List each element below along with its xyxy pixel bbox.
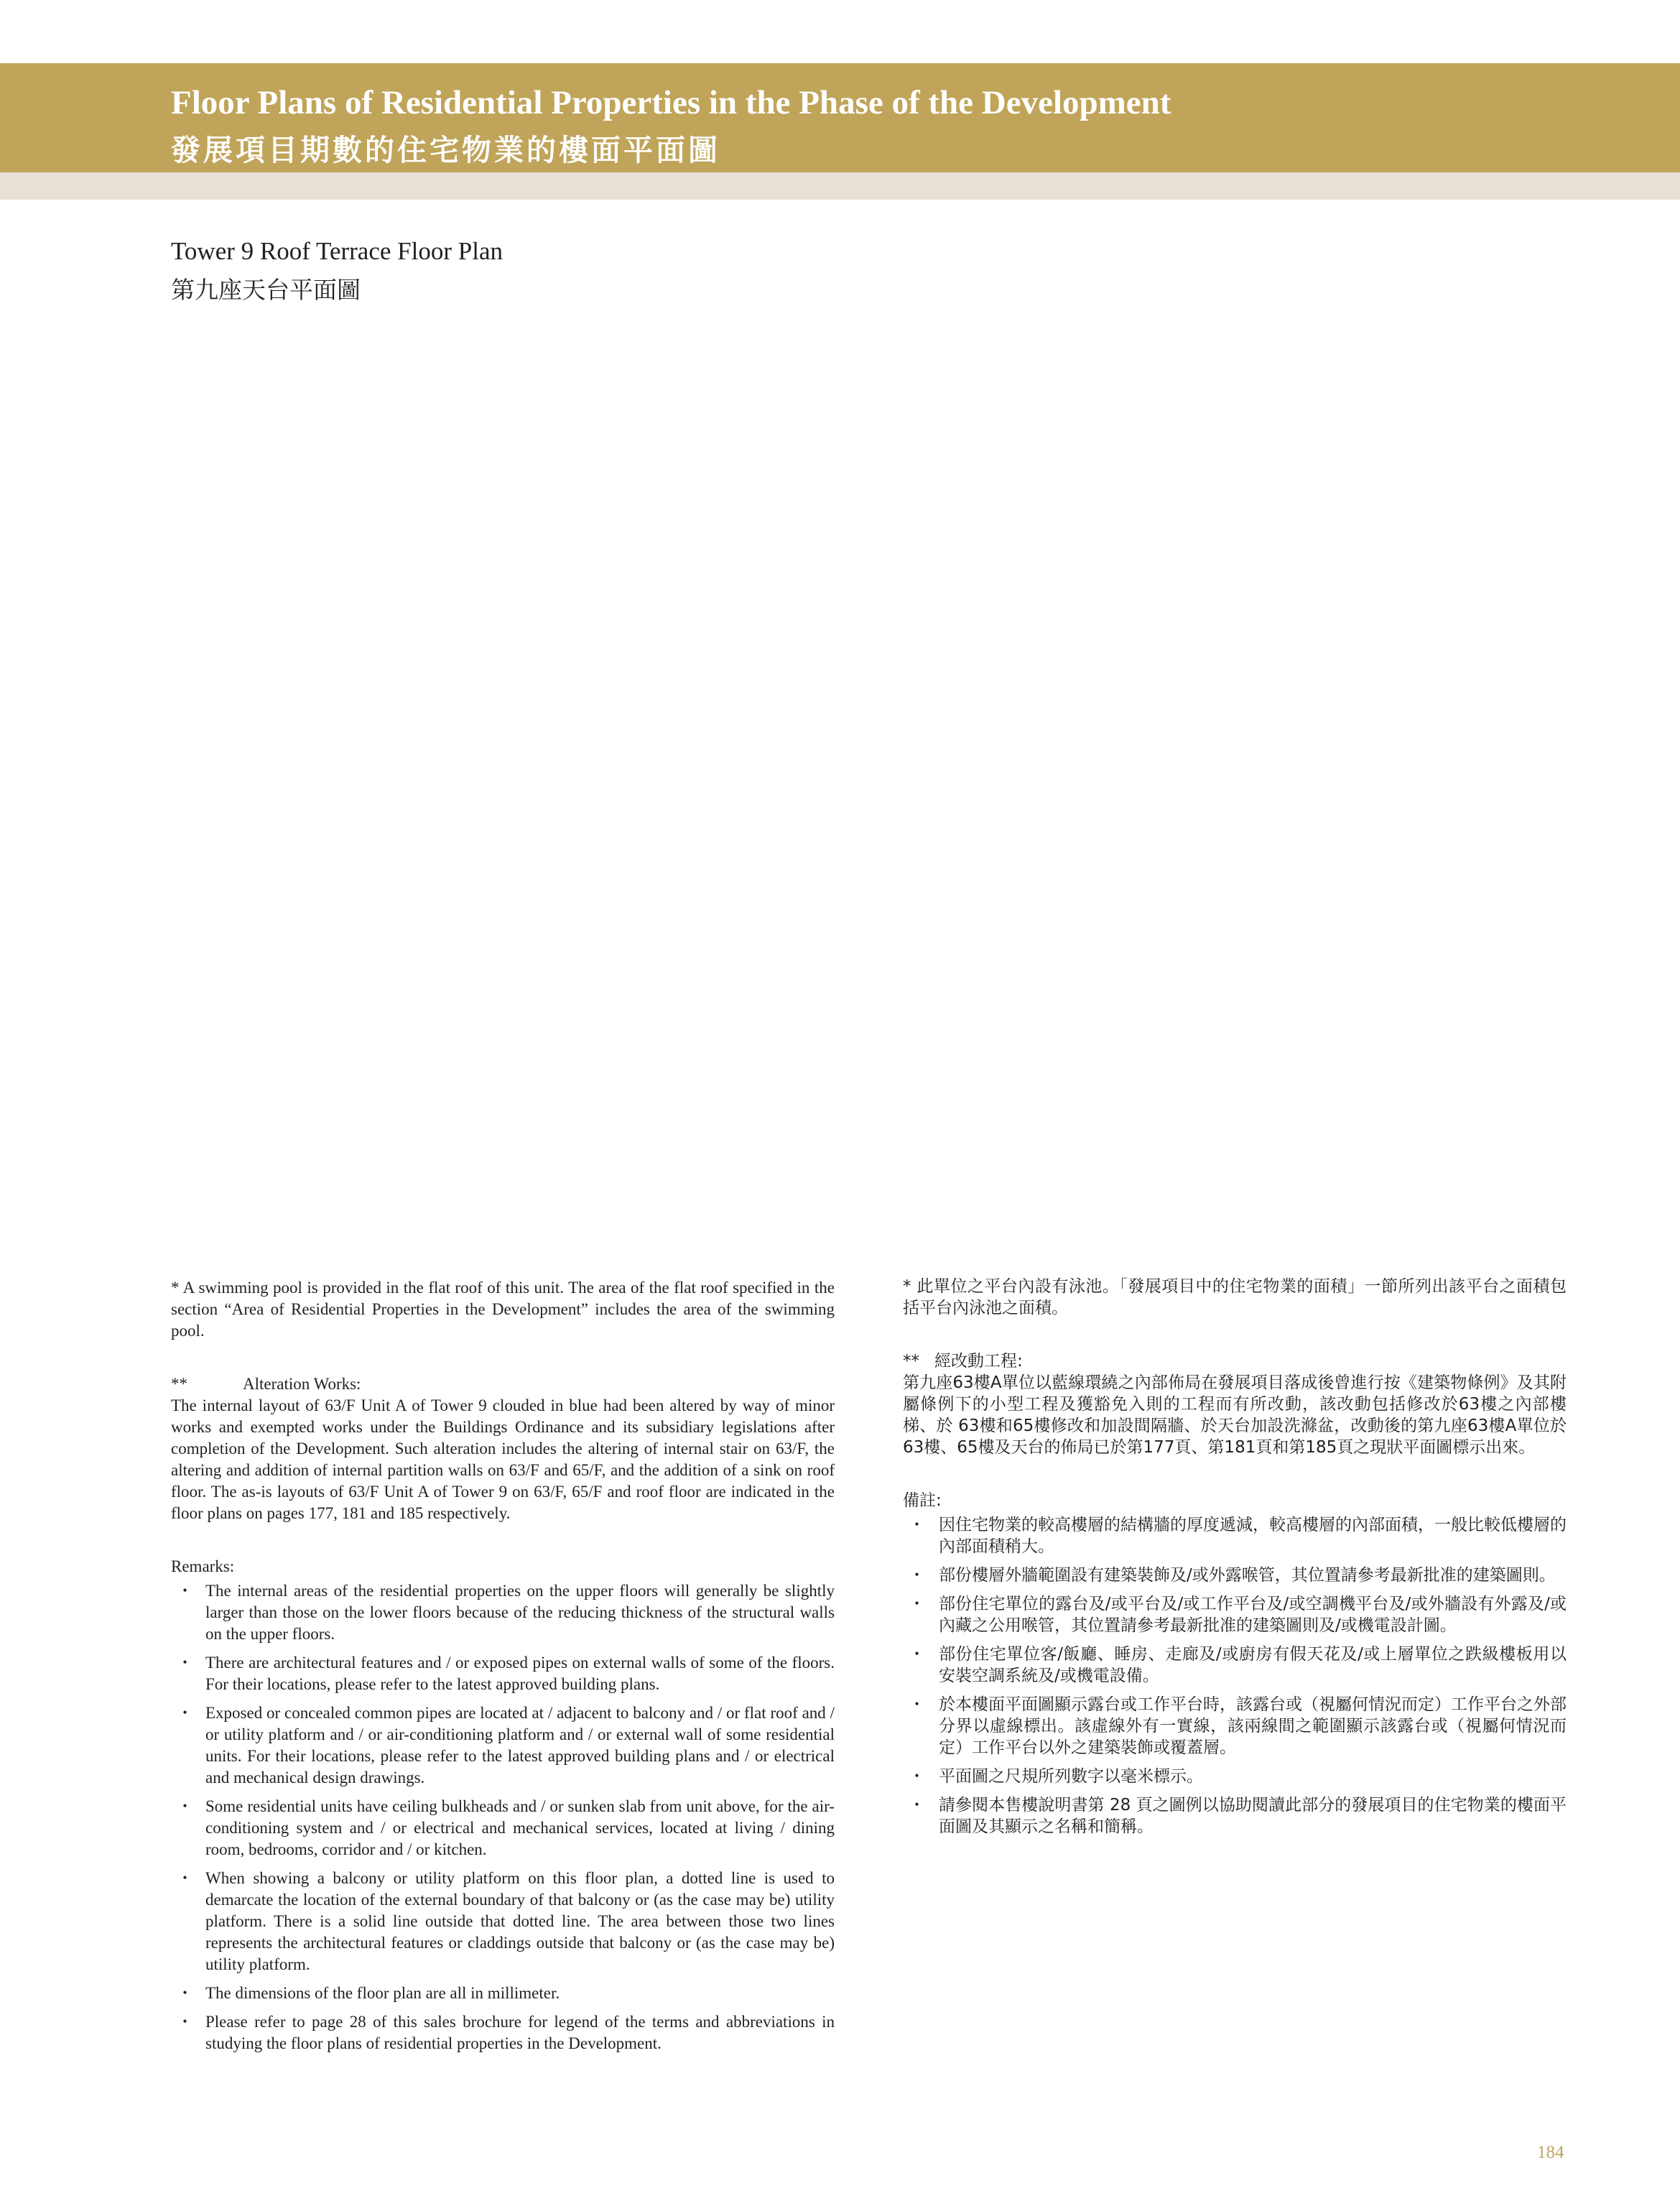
bullet: ・ [177, 1797, 193, 1815]
notes-english [171, 1277, 835, 2062]
remark-text: The dimensions of the floor plan are all in millimeter. [205, 1984, 560, 2002]
bullet: ・ [177, 1984, 193, 2002]
bullet: ・ [909, 1566, 925, 1585]
alteration-marker-zh: ** [903, 1352, 919, 1371]
page-title-en: Floor Plans of Residential Properties in the Phase of the Development [171, 84, 1171, 121]
page-title-zh: 發展項目期數的住宅物業的樓面平面圖 [171, 133, 720, 167]
floor-plan-area [171, 316, 1572, 1250]
header-strip [0, 172, 1680, 200]
remark-text: There are architectural features and / or exposed pipes on external walls of some of the floors. For their locations, please refer to the latest approved building plans. [205, 1654, 835, 1693]
remarks-list-zh [903, 1514, 1567, 1837]
pool-note-zh: * 此單位之平台內設有泳池。「發展項目中的住宅物業的面積」一節所列出該平台之面積包括平台內泳池之面積。 [903, 1277, 1567, 1317]
alteration-title-zh: 經改動工程: [934, 1352, 1023, 1371]
plan-title-en: Tower 9 Roof Terrace Floor Plan [171, 237, 503, 265]
list-item [171, 1702, 835, 1789]
alteration-body: The internal layout of 63/F Unit A of Tower 9 clouded in blue had been altered by way of minor works and exempted works under the Buildings Ordinance and its subsidiary legislations after completion of the Development. Such alteration includes the altering of internal stair on 63/F, the altering and addition of internal partition walls on 63/F and 65/F, and the addition of a sink on roof floor. The as-is layouts of 63/F Unit A of Tower 9 on 63/F, 65/F and roof floor are indicated in the floor plans on pages 177, 181 and 185 respectively. [171, 1396, 835, 1522]
list-item [171, 1868, 835, 1975]
list-item [171, 1983, 835, 2004]
bullet: ・ [177, 1704, 193, 1722]
bullet: ・ [177, 2013, 193, 2031]
list-item [903, 1514, 1567, 1557]
alteration-body-zh: 第九座63樓A單位以藍線環繞之內部佈局在發展項目落成後曾進行按《建築物條例》及其附屬條例下的小型工程及獲豁免入則的工程而有所改動，該改動包括修改於63樓之內部樓梯、於 63樓和65樓修改和加設間隔牆、於天台加設洗滌盆，改動後的第九座63樓A單位於63樓、65樓及天台的佈局已於第177頁、第181頁和第185頁之現狀平面圖標示出來。 [903, 1373, 1567, 1457]
list-item [903, 1565, 1567, 1586]
bullet: ・ [177, 1654, 193, 1672]
remarks-list [171, 1580, 835, 2054]
bullet: ・ [909, 1595, 925, 1613]
list-item [171, 1580, 835, 1645]
bullet: ・ [909, 1796, 925, 1815]
bullet: ・ [909, 1516, 925, 1534]
remark-text: 部份住宅單位的露台及/或平台及/或工作平台及/或空調機平台及/或外牆設有外露及/或內藏之公用喉管，其位置請參考最新批准的建築圖則及/或機電設計圖。 [939, 1595, 1567, 1635]
remark-text: 請參閱本售樓說明書第 28 頁之圖例以協助閱讀此部分的發展項目的住宅物業的樓面平面圖及其顯示之名稱和簡稱。 [939, 1796, 1567, 1836]
bullet: ・ [909, 1645, 925, 1664]
alteration-heading [171, 1373, 835, 1395]
list-item [903, 1694, 1567, 1758]
list-item [171, 2011, 835, 2054]
remark-text: 部份住宅單位客/飯廳、睡房、走廊及/或廚房有假天花及/或上層單位之跌級樓板用以安裝空調系統及/或機電設備。 [939, 1645, 1567, 1685]
bullet: ・ [909, 1695, 925, 1714]
remark-text: Please refer to page 28 of this sales brochure for legend of the terms and abbreviations in studying the floor plans of residential properties in the Development. [205, 2013, 835, 2052]
list-item [903, 1766, 1567, 1787]
pool-note: * A swimming pool is provided in the flat roof of this unit. The area of the flat roof specified in the section “Area of Residential Properties in the Development” includes the area of the swimming pool. [171, 1279, 835, 1340]
list-item [903, 1794, 1567, 1837]
bullet: ・ [909, 1767, 925, 1786]
remark-text: 於本樓面平面圖顯示露台或工作平台時，該露台或（視屬何情況而定）工作平台之外部分界以虛線標出。該虛線外有一實線，該兩線間之範圍顯示該露台或（視屬何情況而定）工作平台以外之建築裝飾或覆蓋層。 [939, 1695, 1567, 1757]
list-item [903, 1593, 1567, 1636]
remark-text: Some residential units have ceiling bulkheads and / or sunken slab from unit above, for the air-conditioning system and / or electrical and mechanical services, located at living / dining room, bedrooms, corridor and / or kitchen. [205, 1797, 835, 1858]
remarks-title-zh: 備註: [903, 1491, 942, 1510]
remark-text: 部份樓層外牆範圍設有建築裝飾及/或外露喉管，其位置請參考最新批准的建築圖則。 [939, 1566, 1556, 1585]
remark-text: When showing a balcony or utility platform on this floor plan, a dotted line is used to demarcate the location of the external boundary of that balcony or (as the case may be) utility platform. There is a solid line outside that dotted line. The area between those two lines represents the architectural features or claddings outside that balcony or (as the case may be) utility platform. [205, 1869, 835, 1973]
plan-title-zh: 第九座天台平面圖 [171, 276, 361, 304]
remarks-title: Remarks: [171, 1557, 235, 1575]
alteration-marker: ** [171, 1375, 187, 1393]
list-item [171, 1796, 835, 1860]
list-item [171, 1652, 835, 1695]
remark-text: 平面圖之尺規所列數字以毫米標示。 [939, 1767, 1203, 1786]
list-item [903, 1644, 1567, 1687]
remark-text: Exposed or concealed common pipes are located at / adjacent to balcony and / or flat roof and / or utility platform and / or air-conditioning platform and / or external wall of some residential units. For their locations, please refer to the latest approved building plans and / or electrical and mechanical design drawings. [205, 1704, 835, 1786]
alteration-title: Alteration Works: [243, 1375, 361, 1393]
notes-chinese [903, 1276, 1567, 1845]
bullet: ・ [177, 1869, 193, 1887]
page-number: 184 [1537, 2143, 1564, 2162]
remark-text: The internal areas of the residential properties on the upper floors will generally be slightly larger than those on the lower floors because of the reducing thickness of the structural walls on the upper floors. [205, 1582, 835, 1643]
remark-text: 因住宅物業的較高樓層的結構牆的厚度遞減，較高樓層的內部面積，一般比較低樓層的內部面積稍大。 [939, 1516, 1567, 1556]
alteration-heading-zh [903, 1350, 1567, 1372]
bullet: ・ [177, 1582, 193, 1600]
